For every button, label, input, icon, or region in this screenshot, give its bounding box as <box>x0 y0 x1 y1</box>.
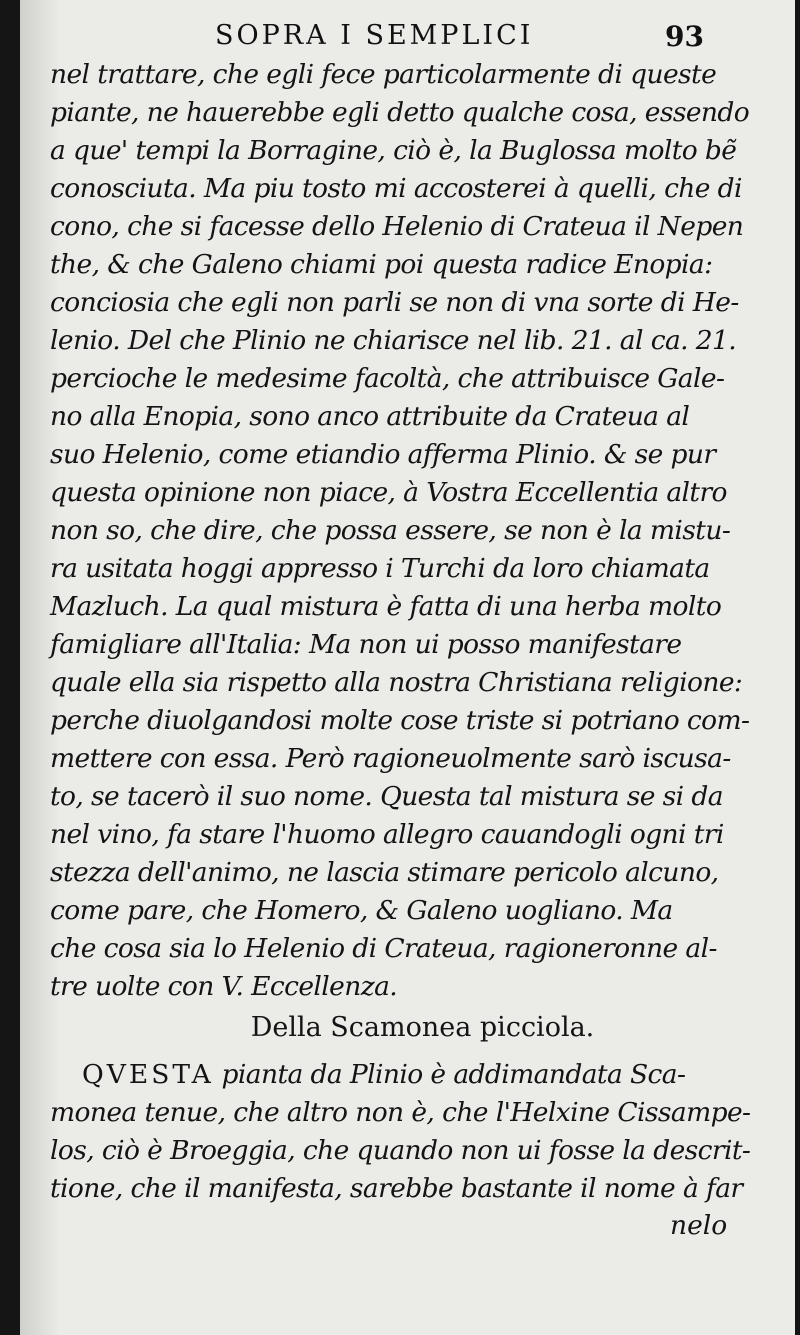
text-line: cono, che si facesse dello Helenio di Crateua il Nepen <box>50 211 744 242</box>
text-line: piante, ne hauerebbe egli detto qualche cosa, essendo <box>50 97 750 128</box>
section-heading: Della Scamonea picciola. <box>250 1012 595 1043</box>
text-line: the, & che Galeno chiami poi questa radice Enopia: <box>50 249 713 280</box>
text-line: stezza dell'animo, ne lascia stimare pericolo alcuno, <box>50 857 719 888</box>
text-line: nel vino, fa stare l'huomo allegro cauandogli ogni tri <box>50 819 724 850</box>
text-line: perche diuolgandosi molte cose triste si potriano com- <box>50 705 750 736</box>
section-first-line-text: pianta da Plinio è addimandata Sca- <box>213 1059 686 1090</box>
running-head: SOPRA I SEMPLICI <box>215 20 534 51</box>
text-line: monea tenue, che altro non è, che l'Helxine Cissampe- <box>50 1097 751 1128</box>
section-first-line <box>82 1058 742 1092</box>
text-line: mettere con essa. Però ragioneuolmente sarò iscusa- <box>50 743 731 774</box>
text-line: conciosia che egli non parli se non di vna sorte di He- <box>50 287 739 318</box>
text-line: a que' tempi la Borragine, ciò è, la Buglossa molto bẽ <box>50 135 737 166</box>
book-page <box>20 0 795 1335</box>
text-line: nel trattare, che egli fece particolarmente di queste <box>50 59 717 90</box>
text-line: lenio. Del che Plinio ne chiarisce nel lib. 21. al ca. 21. <box>50 325 737 356</box>
text-line: tre uolte con V. Eccellenza. <box>50 971 398 1002</box>
text-line: che cosa sia lo Helenio di Crateua, ragioneronne al- <box>50 933 717 964</box>
page-number: 93 <box>665 20 704 53</box>
text-line: conosciuta. Ma piu tosto mi accosterei à quelli, che di <box>50 173 742 204</box>
text-line: suo Helenio, come etiandio afferma Plinio. & se pur <box>50 439 716 470</box>
text-line: tione, che il manifesta, sarebbe bastante il nome à far <box>50 1173 743 1204</box>
text-line: famigliare all'Italia: Ma non ui posso manifestare <box>50 629 682 660</box>
text-line: no alla Enopia, sono anco attribuite da Crateua al <box>50 401 690 432</box>
text-line: to, se tacerò il suo nome. Questa tal mistura se si da <box>50 781 723 812</box>
text-line: non so, che dire, che possa essere, se non è la mistu- <box>50 515 731 546</box>
text-line: come pare, che Homero, & Galeno uogliano. Ma <box>50 895 673 926</box>
catchword: nelo <box>670 1210 728 1241</box>
text-line: percioche le medesime facoltà, che attribuisce Gale- <box>50 363 725 394</box>
text-line: los, ciò è Broeggia, che quando non ui fosse la descrit- <box>50 1135 751 1166</box>
text-line: ra usitata hoggi appresso i Turchi da loro chiamata <box>50 553 710 584</box>
text-line: questa opinione non piace, à Vostra Eccellentia altro <box>50 477 727 508</box>
section-initial: QVESTA <box>82 1059 214 1090</box>
text-line: Mazluch. La qual mistura è fatta di una herba molto <box>50 591 722 622</box>
text-line: quale ella sia rispetto alla nostra Christiana religione: <box>50 667 743 698</box>
